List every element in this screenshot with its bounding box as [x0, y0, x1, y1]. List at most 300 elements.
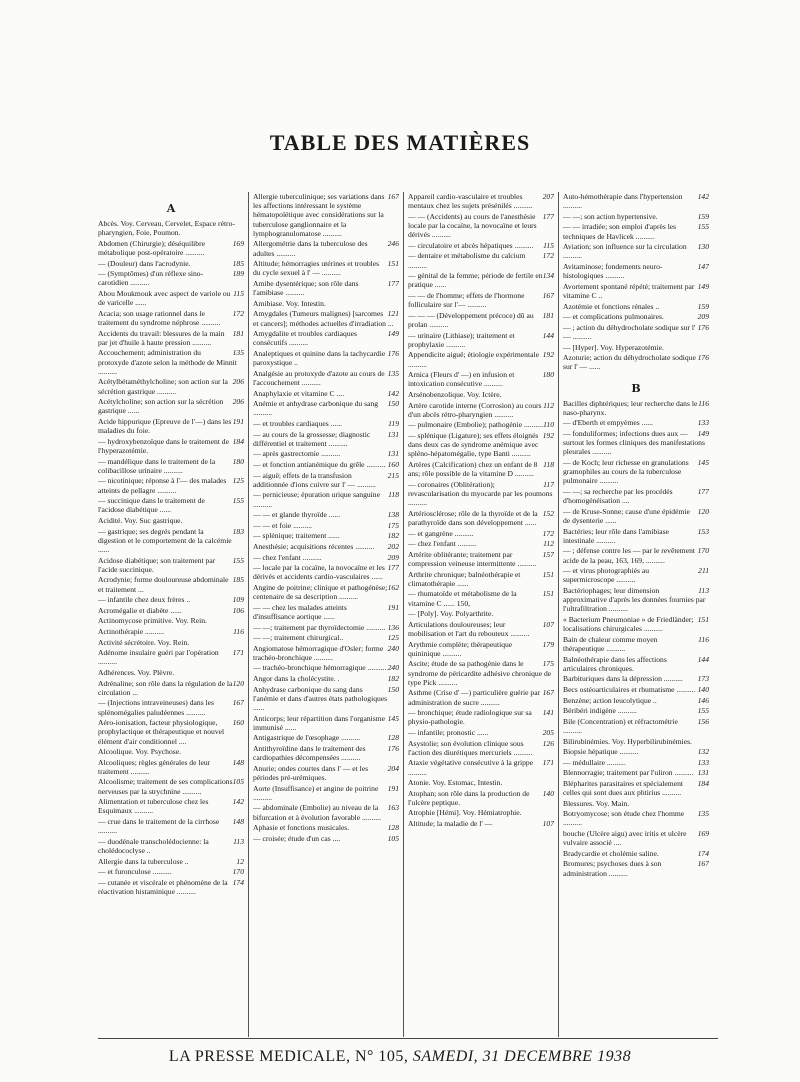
- page-number: 141: [542, 708, 554, 718]
- entry-text: — [Hyper]. Voy. Hyperazotémie.: [563, 342, 664, 352]
- index-entry: [408, 420, 554, 429]
- section-letter: B: [631, 381, 641, 395]
- entry-text: Anticorps; leur répartition dans l'organisme immunisé ......: [253, 713, 385, 732]
- entry-text: bouche (Ulcère aigu) avec iritis et ulcère vulvaire associé ....: [563, 829, 687, 848]
- page-number: 125: [387, 633, 399, 643]
- entry-text: Ascite; étude de sa pathogénie dans le syndrome de péricardite adhésive chronique de type Pick ..........: [408, 659, 552, 687]
- entry-text: — de Kruse-Sonne; cause d'une épidémie de dysenterie ......: [563, 506, 690, 525]
- entry-text: Actinomycose primitive. Voy. Rein.: [98, 616, 207, 626]
- page-number: 135: [232, 348, 244, 358]
- page-number: 167: [697, 859, 709, 869]
- index-entry: [408, 241, 554, 250]
- page-number: 151: [542, 589, 554, 599]
- page-number: 128: [387, 823, 399, 833]
- section-letter: A: [166, 202, 176, 215]
- index-entry: [408, 550, 554, 568]
- column-divider: [558, 192, 559, 1037]
- entry-text: Adénome insulaire guéri par l'opération ..........: [98, 648, 219, 667]
- index-entry: [253, 349, 399, 367]
- page-number: 112: [543, 539, 554, 549]
- entry-text: Aphasie et fonctions musicales.: [253, 823, 350, 833]
- page-number: 146: [697, 695, 709, 705]
- page-number: 159: [697, 301, 709, 311]
- page-number: 170: [697, 546, 709, 556]
- page-number: 115: [233, 288, 244, 298]
- entry-text: Botryomycose; son étude chez l'homme ..........: [563, 809, 685, 828]
- index-entry: [408, 390, 554, 399]
- index-entry: [563, 586, 709, 614]
- page-number: 152: [542, 508, 554, 518]
- entry-text: Abcès. Voy. Cerveau, Cervelet, Espace rétro-pharyngien, Foie, Poumon.: [98, 219, 235, 238]
- entry-text: Aorte (Insuffisance) et angine de poitrine ..........: [253, 783, 379, 802]
- index-entry: [98, 606, 244, 615]
- index-entry: [98, 668, 244, 677]
- index-entry: [563, 262, 709, 280]
- page-number: 12: [236, 856, 244, 866]
- entry-text: — et fonction antianémique du grêle ..........: [253, 459, 386, 469]
- index-entry: [98, 397, 244, 415]
- index-entry: [408, 620, 554, 638]
- index-entry: [253, 399, 399, 417]
- index-entry: [563, 655, 709, 673]
- page-number: 191: [387, 783, 399, 793]
- entry-text: Arythmie complète; thérapeutique quininique ..........: [408, 639, 513, 658]
- index-entry: [98, 556, 244, 574]
- page-number: 150: [387, 684, 399, 694]
- page-number: 116: [698, 398, 709, 408]
- page-number: 192: [542, 430, 554, 440]
- index-entry: [98, 309, 244, 327]
- entry-text: — —; sa recherche par les procédés d'homogénéisation ....: [563, 486, 673, 506]
- index-entry: [563, 353, 709, 371]
- entry-text: Aviation; son influence sur la circulation ..........: [563, 242, 687, 261]
- page-number: 179: [542, 639, 554, 649]
- page-number: 173: [697, 674, 709, 684]
- page-number: 145: [387, 713, 399, 723]
- index-entry: [253, 644, 399, 662]
- index-entry: [253, 449, 399, 458]
- index-column-3: [408, 192, 554, 1037]
- page-number: 133: [697, 418, 709, 428]
- page-number: 151: [387, 259, 399, 269]
- index-entry: [98, 817, 244, 835]
- page-number: 118: [388, 490, 399, 500]
- index-entry: [98, 289, 244, 307]
- page-number: 106: [232, 605, 244, 615]
- index-entry: [563, 458, 709, 486]
- page-number: 209: [387, 552, 399, 562]
- index-entry: [253, 823, 399, 832]
- page-number: 151: [697, 614, 709, 624]
- entry-text: Asystolie; son évolution clinique sous l'action des diurétiques mercuriels ..........: [408, 738, 533, 757]
- index-entry: [98, 627, 244, 636]
- index-entry: [563, 418, 709, 427]
- page-number: 131: [387, 429, 399, 439]
- entry-text: Arsénobenzolique. Voy. Ictère.: [408, 389, 502, 399]
- index-entry: [408, 688, 554, 706]
- page-number: 167: [387, 192, 399, 201]
- entry-text: Amibiase. Voy. Intestin.: [253, 298, 326, 308]
- page-number: 159: [697, 211, 709, 221]
- page-number: 132: [697, 747, 709, 757]
- entry-text: — circulatoire et abcès hépatiques ..........: [408, 240, 534, 250]
- entry-text: Atonie. Voy. Estomac, Intestin.: [408, 778, 503, 788]
- entry-text: — au cours de la grossesse; diagnostic différentiel et traitement ..........: [253, 429, 371, 448]
- entry-text: — succinique dans le traitement de l'acidose diabétique ......: [98, 496, 205, 515]
- index-entry: [253, 663, 399, 672]
- entry-text: — bronchique; étude radiologique sur sa physio-pathologie.: [408, 708, 532, 727]
- index-entry: [253, 714, 399, 732]
- entry-text: — duodénale transcholédocienne: la cholédococlyse ..: [98, 836, 209, 856]
- page-number: 160: [232, 718, 244, 728]
- index-entry: [98, 348, 244, 376]
- entry-text: — chez l'enfant ..........: [408, 539, 477, 549]
- index-entry: [563, 859, 709, 877]
- entry-text: — aiguë; effets de la transfusion additionnée d'ions cuivre sur l' — ..........: [253, 470, 376, 489]
- index-entry: [408, 480, 554, 508]
- index-entry: [408, 659, 554, 687]
- entry-text: Angor dans la cholécystite. .: [253, 674, 340, 684]
- entry-text: — gastrique; ses degrés pendant la digestion et le comportement de la calcémie ......: [98, 526, 232, 554]
- index-entry: [253, 623, 399, 632]
- entry-text: Appareil cardio-vasculaire et troubles mentaux chez les sujets présénilés ..........: [408, 192, 533, 211]
- entry-text: Azotémie et fonctions rénales ..: [563, 301, 660, 311]
- entry-text: — ; action du déhydrocholate sodique sur l' — ..........: [563, 322, 696, 341]
- page-number: 134: [542, 271, 554, 281]
- entry-text: Avitaminose; fondements neuro-histologiques ..........: [563, 261, 663, 281]
- entry-text: Avortement spontané répété; traitement par vitamine C ..: [563, 281, 695, 300]
- index-entry: [253, 531, 399, 540]
- index-entry: [253, 542, 399, 551]
- entry-text: Barbituriques dans la dépression ..........: [563, 674, 683, 684]
- entry-text: Becs ostéoarticulaires et rhumatisme ..........: [563, 684, 696, 694]
- entry-text: Acétylcholine; son action sur la sécrétion gastrique ......: [98, 397, 224, 416]
- page-number: 117: [543, 479, 554, 489]
- entry-text: Biopsie hépatique ..........: [563, 747, 639, 757]
- index-entry: [563, 615, 709, 633]
- page-number: 144: [697, 654, 709, 664]
- page-number: 209: [697, 312, 709, 322]
- index-entry: [563, 696, 709, 705]
- footer-journal: LA PRESSE MEDICALE, N° 105,: [168, 1048, 409, 1065]
- index-entry: [98, 758, 244, 776]
- entry-text: Allergie dans la tuberculose ..: [98, 856, 189, 866]
- entry-text: Anémie et anhydrase carbonique du sang ..........: [253, 399, 379, 418]
- index-entry: [563, 849, 709, 858]
- page-number: 202: [387, 541, 399, 551]
- index-column-4: [563, 192, 709, 1037]
- index-entry: [253, 633, 399, 642]
- index-entry: [563, 527, 709, 545]
- page-number: 206: [232, 397, 244, 407]
- page-number: 128: [387, 733, 399, 743]
- index-entry: [408, 370, 554, 388]
- page-title: TABLE DES MATIÈRES: [269, 130, 531, 155]
- entry-text: Bacilles diphtériques; leur recherche dans le naso-pharynx.: [563, 398, 698, 417]
- entry-text: — — (Accidents) au cours de l'anesthésie locale par la cocaïne, la novocaïne et leurs dérivés ..........: [408, 211, 537, 240]
- page-number: 147: [697, 261, 709, 271]
- index-entry: [253, 329, 399, 347]
- index-entry: [253, 430, 399, 448]
- index-entry: [253, 834, 399, 843]
- entry-text: — et gangrène ..........: [408, 528, 474, 538]
- page-number: 177: [697, 486, 709, 496]
- entry-text: Abdomen (Chirurgie); déséquilibre métabolique post-opératoire ..........: [98, 238, 205, 257]
- index-entry: [253, 685, 399, 713]
- entry-text: — médullaire ..........: [563, 757, 626, 767]
- index-entry: [98, 476, 244, 494]
- index-entry: [253, 764, 399, 782]
- page-number: 175: [542, 659, 554, 669]
- page-number: 116: [698, 634, 709, 644]
- index-entry: [98, 857, 244, 866]
- index-entry: [408, 589, 554, 607]
- page-number: 176: [387, 348, 399, 358]
- page-number: 182: [387, 674, 399, 684]
- page-number: 175: [387, 520, 399, 530]
- page-number: 174: [697, 848, 709, 858]
- entry-text: Benzène; action leucolytique ..: [563, 695, 657, 705]
- index-entry: [253, 299, 399, 308]
- page-number: 150: [387, 399, 399, 409]
- page-number: 157: [542, 549, 554, 559]
- index-entry: [98, 638, 244, 647]
- entry-text: Alcooliques; règles générales de leur traitement ..........: [98, 757, 211, 776]
- page-number: 135: [697, 809, 709, 819]
- entry-text: — rhumatoïde et métabolisme de la vitamine C ...... 150,: [408, 589, 517, 608]
- index-entry: [563, 302, 709, 311]
- entry-text: Articulations douloureuses; leur mobilisation et l'art du rebouteux ..........: [408, 619, 530, 638]
- entry-text: Auto-hémothérapie dans l'hypertension ..........: [563, 192, 683, 211]
- entry-text: Acromégalie et diabète ......: [98, 605, 182, 615]
- entry-text: Analeptiques et quinine dans la tachycardie paroxystique ..: [253, 348, 386, 368]
- index-entry: [563, 312, 709, 321]
- index-entry: [98, 269, 244, 287]
- index-entry: [253, 563, 399, 581]
- entry-text: — infantile chez deux frères ..: [98, 595, 191, 605]
- page-number: 142: [697, 192, 709, 201]
- page-number: 131: [387, 449, 399, 459]
- entry-text: Antigastrique de l'œsophage ..........: [253, 733, 361, 743]
- page-number: 115: [543, 240, 554, 250]
- entry-text: — fonduliformes; infections dues aux — surtout les formes cliniques des manifestations pleurales ..........: [563, 428, 705, 457]
- index-entry: [408, 529, 554, 538]
- page-number: 176: [387, 744, 399, 754]
- entry-text: Blessures. Voy. Main.: [563, 798, 630, 808]
- entry-text: Adrénaline; son rôle dans la régulation de la circulation ...: [98, 678, 233, 697]
- index-entry: [98, 516, 244, 525]
- entry-text: Bromures; psychoses dues à son administration ..........: [563, 859, 662, 878]
- index-entry: [408, 778, 554, 787]
- entry-text: Artérite oblitérante; traitement par compression veineuse intermittente ..........: [408, 549, 537, 568]
- column-divider: [403, 192, 404, 1037]
- index-entry: [408, 789, 554, 807]
- page-number: 149: [387, 329, 399, 339]
- index-entry: [253, 510, 399, 519]
- entry-text: — — de l'homme; effets de l'hormone folliculaire sur l'— ..........: [408, 290, 525, 310]
- entry-text: Analgésie au protoxyde d'azote au cours de l'accouchement ..........: [253, 368, 385, 387]
- page-number: 112: [543, 400, 554, 410]
- index-entry: [253, 279, 399, 297]
- page-number: 163: [387, 803, 399, 813]
- entry-text: Alcoolisme; traitement de ses complications nerveuses par la strychnine ..........: [98, 777, 233, 796]
- index-entry: [563, 737, 709, 746]
- index-entry: [253, 521, 399, 530]
- index-entry: [408, 758, 554, 776]
- index-entry: [408, 570, 554, 588]
- entry-text: Adhérences. Voy. Plèvre.: [98, 667, 175, 677]
- entry-text: — et virus photographiés au supermicroscope ..........: [563, 566, 650, 585]
- entry-text: Antithyroïdine dans le traitement des cardiopathies décompensées ..........: [253, 744, 366, 763]
- index-entry: [98, 837, 244, 855]
- index-entry: [563, 546, 709, 564]
- index-entry: [563, 487, 709, 505]
- page-number: 167: [232, 698, 244, 708]
- index-entry: [408, 739, 554, 757]
- entry-text: — cutanée et viscérale et phénomène de la réactivation histaminique ..........: [98, 877, 228, 897]
- index-entry: [563, 242, 709, 260]
- index-entry: [98, 878, 244, 896]
- index-entry: [253, 192, 399, 238]
- index-entry: [98, 648, 244, 666]
- page-number: 184: [697, 778, 709, 788]
- entry-text: Acrodynie; forme douloureuse abdominale et traitement ...: [98, 575, 229, 594]
- page-number: 211: [698, 566, 709, 576]
- entry-text: Activité sécrétoire. Voy. Rein.: [98, 637, 190, 647]
- page-number: 215: [387, 470, 399, 480]
- page-number: 170: [232, 867, 244, 877]
- entry-text: — et complications pulmonaires.: [563, 312, 664, 322]
- entry-text: Azoturie; action du déhydrocholate sodique sur l' — ......: [563, 353, 696, 372]
- entry-text: Angine de poitrine; clinique et pathogénèse; centenaire de sa description ..........: [253, 582, 388, 602]
- page-number: 183: [232, 526, 244, 536]
- index-entry: [253, 603, 399, 621]
- page-number: 155: [697, 222, 709, 232]
- index-entry: [253, 239, 399, 257]
- entry-text: — —; son action hypertensive.: [563, 211, 658, 221]
- page-number: 191: [232, 416, 244, 426]
- entry-text: Amygdalite et troubles cardiaques consécutifs ..........: [253, 329, 357, 348]
- entry-text: — et troubles cardiaques ......: [253, 418, 342, 428]
- index-entry: [253, 259, 399, 277]
- index-entry: [253, 369, 399, 387]
- entry-text: Bactéries; leur rôle dans l'amibiase intestinale ..........: [563, 526, 669, 545]
- index-entry: [408, 539, 554, 548]
- page-number: 153: [697, 526, 709, 536]
- page-number: 185: [232, 575, 244, 585]
- page-number: 140: [542, 788, 554, 798]
- index-entry: [408, 509, 554, 527]
- index-entry: [563, 343, 709, 352]
- page-number: 131: [697, 768, 709, 778]
- index-entry: [408, 609, 554, 618]
- index-entry: [563, 768, 709, 777]
- index-entry: [253, 784, 399, 802]
- index-entry: [563, 222, 709, 240]
- page-number: 167: [542, 688, 554, 698]
- entry-text: Alimentation et tuberculose chez les Esquimaux ..........: [98, 797, 209, 816]
- entry-text: Bactériophages; leur dimension approximative d'après les données fournies par l'ultrafiltration ..........: [563, 585, 706, 614]
- entry-text: Acide hippurique (Epreuve de l'—) dans les maladies du foie.: [98, 416, 232, 436]
- page-number: 148: [232, 757, 244, 767]
- index-entry: [408, 640, 554, 658]
- page-number: 177: [387, 279, 399, 288]
- page-number: 180: [542, 370, 554, 380]
- entry-text: Anhydrase carbonique du sang dans l'anémie et dans d'autres états pathologiques ......: [253, 684, 388, 713]
- index-entry: [253, 733, 399, 742]
- page-number: 177: [387, 563, 399, 573]
- index-entry: [408, 192, 554, 210]
- index-entry: [563, 809, 709, 827]
- page-number: 107: [542, 819, 554, 829]
- index-entry: [563, 566, 709, 584]
- entry-text: Accidents du travail: blessures de la main par jet d'huile à haute pression ..........: [98, 328, 225, 347]
- entry-text: Arthrite chronique; balnéothérapie et climatothérapie ......: [408, 569, 521, 588]
- index-entry: [408, 212, 554, 240]
- page-number: 120: [697, 506, 709, 516]
- index-entry: [98, 679, 244, 697]
- page-number: 206: [232, 377, 244, 387]
- index-entry: [563, 323, 709, 341]
- index-entry: [408, 728, 554, 737]
- page-number: 181: [232, 328, 244, 338]
- entry-text: — splénique (Ligature); ses effets éloignés dans deux cas de syndrome anémique avec spléno-hépatomégalie, type Banti ..........: [408, 430, 539, 459]
- page-number: 105: [387, 833, 399, 843]
- index-entry: [98, 777, 244, 795]
- entry-text: — pernicieuse; épuration urique sanguine ..........: [253, 490, 380, 509]
- entry-text: — génital de la femme; période de fertile en pratique ......: [408, 271, 543, 290]
- entry-text: — infantile; pronostic ......: [408, 727, 489, 737]
- entry-text: Béribéri indigène ..........: [563, 706, 637, 716]
- index-entry: [98, 616, 244, 625]
- entry-text: — abdominale (Embolie) au niveau de la bifurcation et à évolution favorable ..........: [253, 803, 381, 822]
- index-entry: [98, 718, 244, 746]
- entry-text: — de Koch; leur richesse en granulations gramophiles au cours de la tuberculose pulmonaire ..........: [563, 457, 689, 486]
- entry-text: Bilirubinémies. Voy. Hyperbilirubinémies.: [563, 736, 692, 746]
- index-entry: [98, 595, 244, 604]
- page-number: 162: [387, 582, 399, 592]
- page-number: 144: [542, 330, 554, 340]
- index-entry: [253, 803, 399, 821]
- entry-text: Anurie; ondes courtes dans l' — et les périodes pré-urémiques.: [253, 763, 369, 783]
- page-number: 240: [387, 643, 399, 653]
- index-columns: [98, 192, 718, 1037]
- index-entry: [563, 429, 709, 457]
- entry-text: — après gastrectomie ..........: [253, 449, 341, 459]
- entry-text: Amygdales (Tumeurs malignes) [sarcomes et cancers]; méthodes actuelles d'irradiation ...: [253, 309, 394, 328]
- page-number: 191: [387, 602, 399, 612]
- entry-text: Altitude; la maladie de l' —: [408, 819, 493, 829]
- page-number: 120: [232, 678, 244, 688]
- entry-text: Amibe dysentérique; son rôle dans l'amibiase ..........: [253, 279, 359, 298]
- entry-text: — hydroxybenzoïque dans le traitement de l'hyperazotémie.: [98, 436, 229, 455]
- page-number: 181: [542, 310, 554, 320]
- entry-text: — (Douleur) dans l'acrodynie.: [98, 258, 191, 268]
- page-number: 240: [387, 663, 399, 673]
- page-number: 125: [232, 476, 244, 486]
- index-entry: [408, 460, 554, 478]
- entry-text: Arnica (Fleurs d' —) en infusion et intoxication consécutive ..........: [408, 370, 515, 389]
- entry-text: Atophan; son rôle dans la production de l'ulcère peptique.: [408, 788, 530, 807]
- entry-text: — ; défense contre les — par le revêtement acide de la peau, 163, 169, ..........: [563, 546, 695, 565]
- page-number: 135: [387, 368, 399, 378]
- page-number: 171: [542, 758, 554, 768]
- page-number: 172: [232, 308, 244, 318]
- index-entry: [253, 309, 399, 327]
- entry-text: — — chez les malades atteints d'insuffisance aortique ......: [253, 602, 347, 621]
- index-entry: [253, 471, 399, 489]
- page-number: 156: [697, 716, 709, 726]
